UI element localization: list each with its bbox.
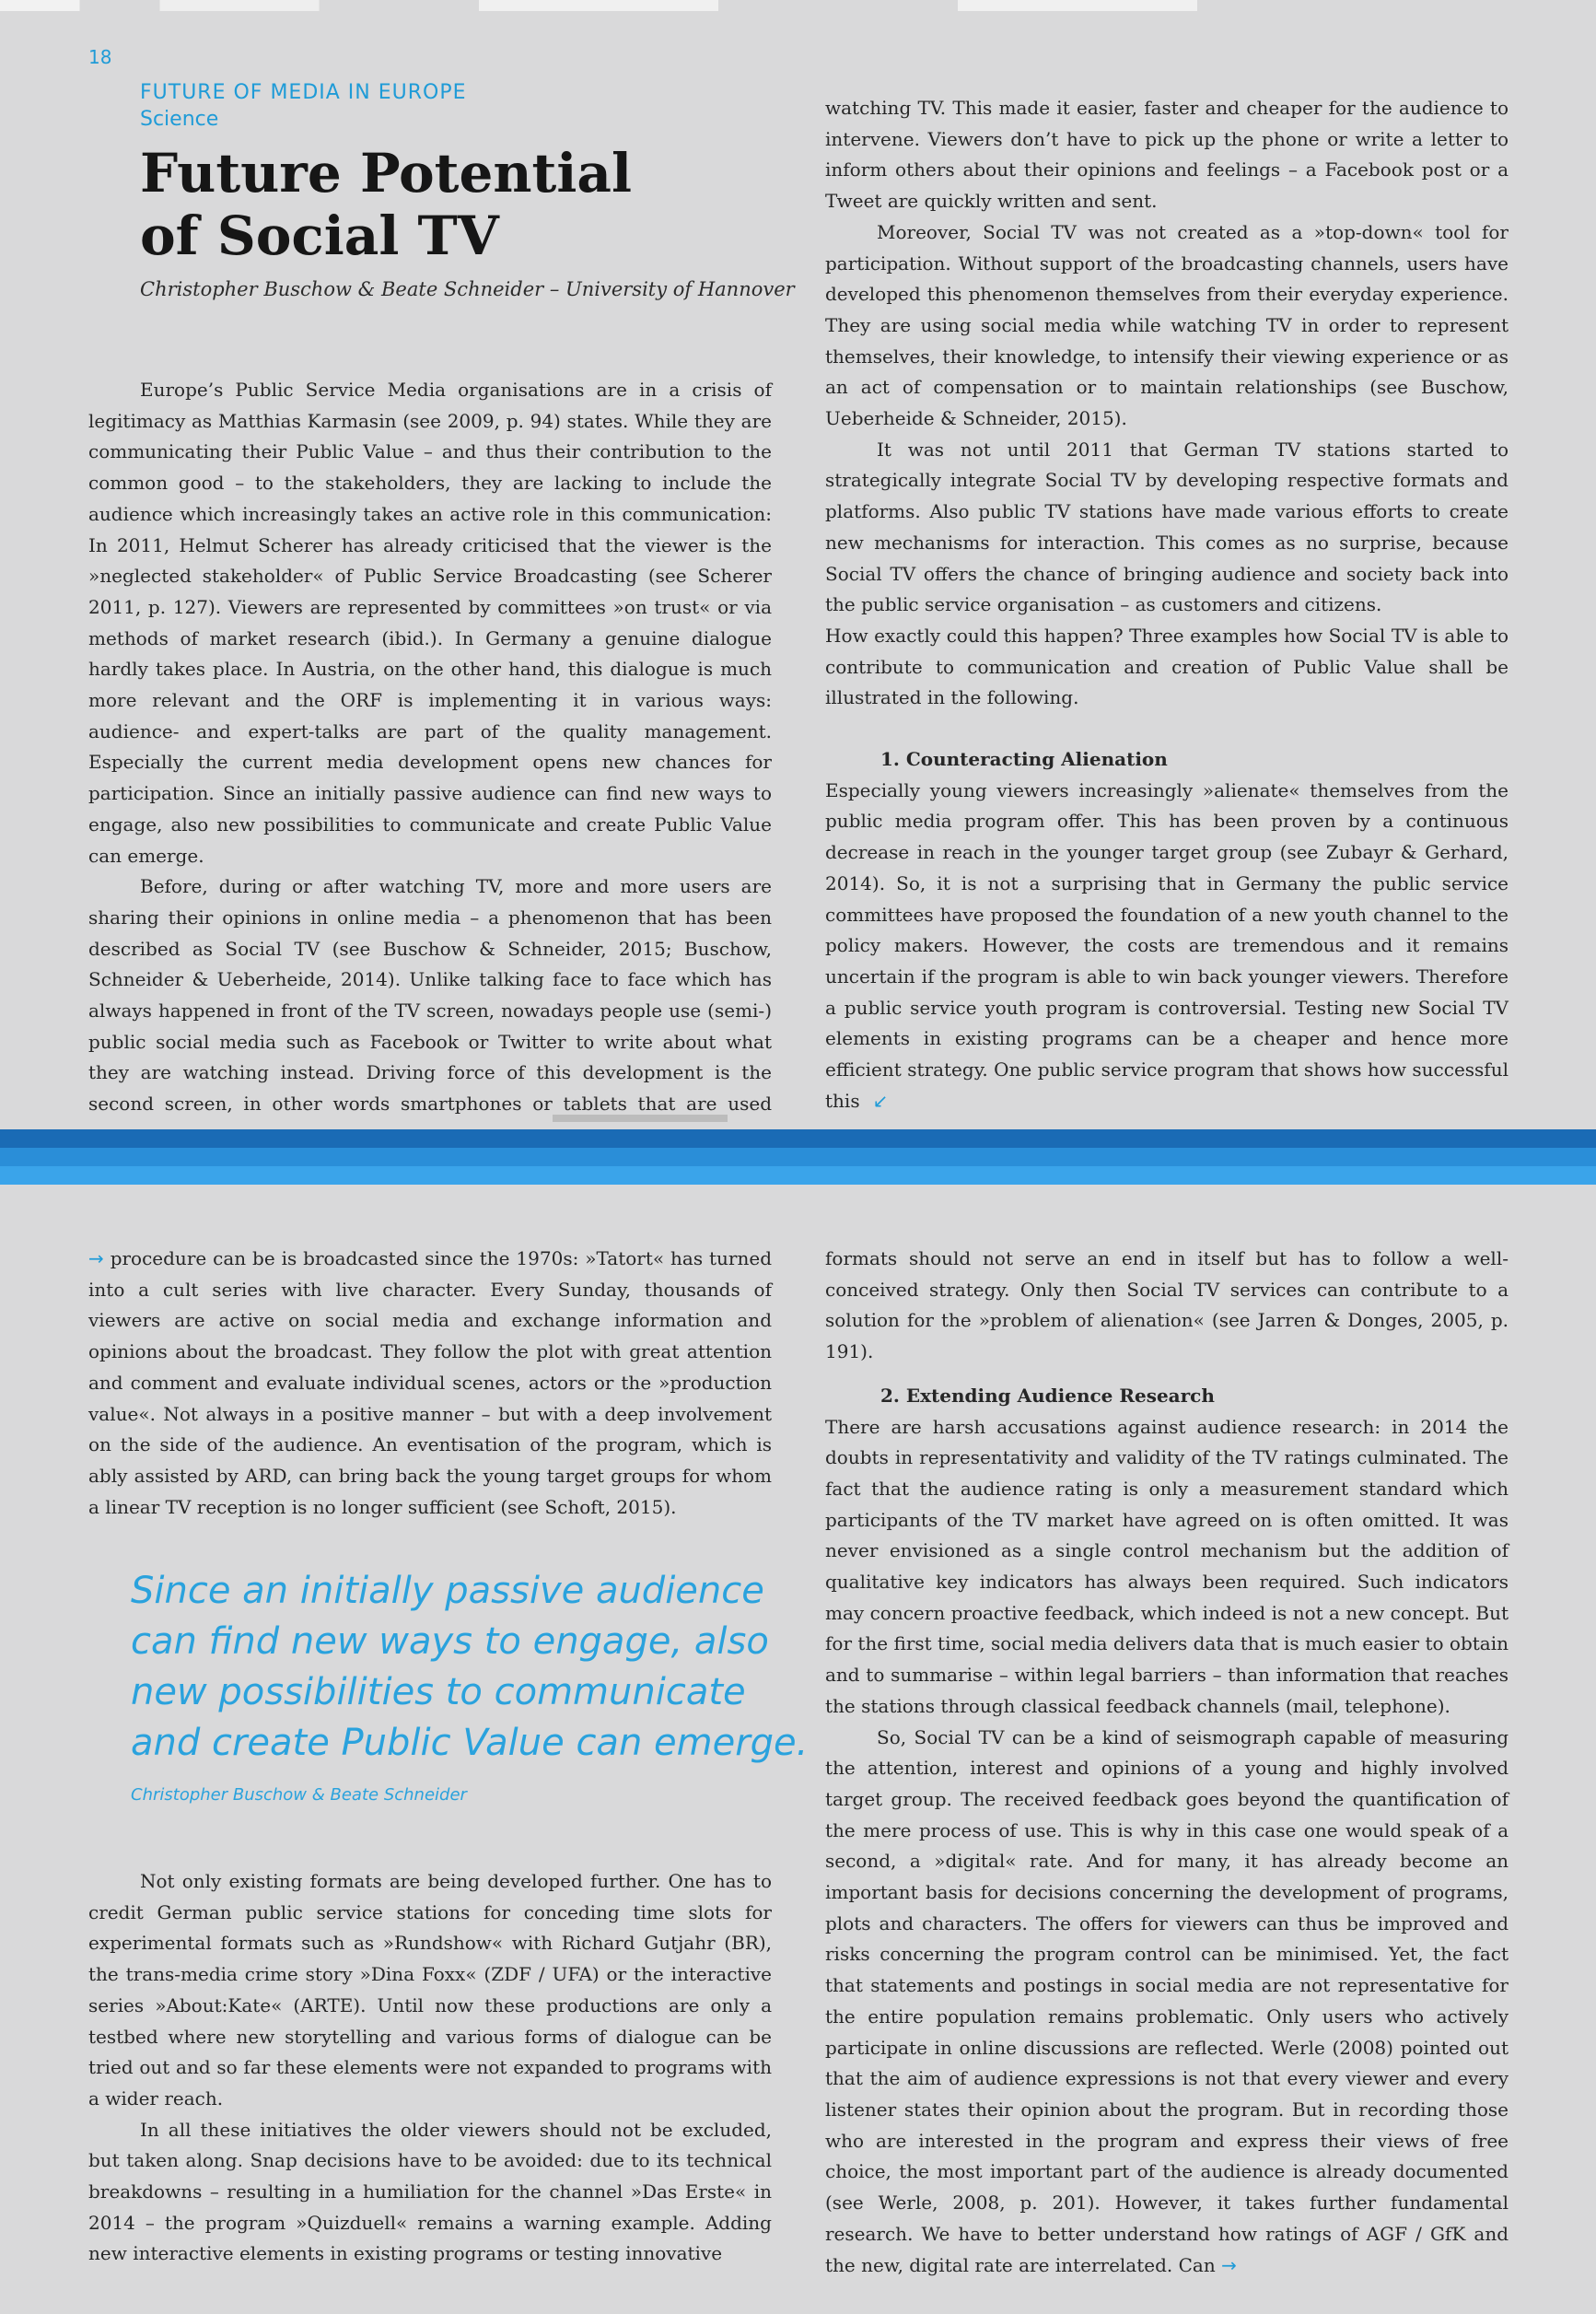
paragraph: Europe’s Public Service Media organisations are in a crisis of legitimacy as Matthias Karmasin (see 2009, p. 94) states. While they are communicating their Public Value – and thus their contribution to the common good – to the stakeholders, they are lacking to include the audience which increasingly takes an active role in this communication: In 2011, Helmut Scherer has already criticised that the viewer is the »neglected stakeholder« of Public Service Broadcasting (see Scherer 2011, p. 127). Viewers are represented by committees »on trust« or via methods of market research (ibid.). In Germany a genuine dialogue hardly takes place. In Austria, on the other hand, this dialogue is much more relevant and the ORF is implementing it in various ways: audience- and expert-talks are part of the quality management. Especially the current media development opens new chances for participation. Since an initially passive audience can find new ways to engage, also new possibilities to communicate and create Public Value can emerge. — [88, 379, 772, 867]
byline: Christopher Buschow & Beate Schneider – University of Hannover — [140, 278, 795, 300]
paragraph-text: procedure can be is broadcasted since the 1970s: »Tatort« has turned into a cult series with live character. Every Sunday, thousands of viewers are active on social media and exchange information and opinions about the broadcast. They follow the plot with great attention and comment and evaluate individual scenes, actors or the »production value«. Not always in a positive manner – but with a deep involvement on the side of the audience. An eventisation of the program, which is ably assisted by ARD, can bring back the young target groups for whom a linear TV reception is no longer sufficient (see Schoft, 2015). — [88, 1247, 772, 1518]
section-heading-counteracting-alienation: 1. Counteracting Alienation — [880, 748, 1168, 771]
paragraph: Not only existing formats are being developed further. One has to credit German public service stations for conceding time slots for experimental formats such as »Rundshow« with Richard Gutjahr (BR), the trans-media crime story »Dina Foxx« (ZDF / UFA) or the interactive series »About:Kate« (ARTE). Until now these productions are only a testbed where new storytelling and various forms of dialogue can be tried out and so far these elements were not expanded to programs with a wider reach. — [88, 1870, 772, 2109]
band-mid-stripe — [0, 1148, 1596, 1166]
paragraph — [88, 1244, 772, 1523]
article-title — [140, 142, 803, 267]
paragraph — [825, 776, 1509, 1117]
bottom-left-column — [88, 1244, 772, 1523]
paragraph-text: So, Social TV can be a kind of seismograph capable of measuring the attention, interest and opinions of a young and highly involved target group. The received feedback goes beyond the quantification of the mere process of use. This is why in this case one would speak of a second, a »digital« rate. And for many, it has already become an important basis for decisions concerning the development of programs, plots and characters. The offers for viewers can thus be improved and risks concerning the program control can be minimised. Yet, the fact that statements and postings in social media are not representative for the entire population remains problematic. Only users who actively participate in online discussions are reflected. Werle (2008) pointed out that the aim of audience expressions is not that every viewer and every listener states their opinion about the program. But in recording those who are interested in the program and express their views of free choice, the most important part of the audience is already documented (see Werle, 2008, p. 201). However, it takes further fundamental research. We have to better understand how ratings of AGF / GfK and the new, digital rate are interrelated. Can — [825, 1725, 1509, 2276]
title-line-2: of Social TV — [140, 205, 499, 267]
top-left-column — [88, 375, 772, 1151]
paragraph: Moreover, Social TV was not created as a »top-down« tool for participation. Without support of the broadcasting channels, users have developed this phenomenon themselves from their everyday experience. They are using social media while watching TV in order to represent themselves, their knowledge, to intensify their viewing experience or as an act of compensation or to maintain relationships (see Buschow, Ueberheide & Schneider, 2015). — [825, 220, 1509, 430]
paragraph — [825, 1723, 1509, 2282]
paragraph: In all these initiatives the older viewers should not be excluded, but taken along. Snap decisions have to be avoided: due to its technical breakdowns – resulting in a humiliation for the channel »Das Erste« in 2014 – the program »Quizduell« remains a warning example. Adding new interactive elements in existing programs or testing innovative — [88, 2118, 772, 2265]
top-edge-strip — [0, 0, 1596, 11]
band-light-stripe — [0, 1166, 1596, 1185]
continue-arrow-icon: ↙ — [872, 1089, 889, 1112]
pull-quote: Since an initially passive audience can find new ways to engage, also new possibilities to communicate and create Public Value can emerge. — [131, 1570, 809, 1764]
subsection-label: Science — [140, 108, 219, 131]
section-label: FUTURE OF MEDIA IN EUROPE — [140, 81, 467, 104]
section-heading-extending-audience-research: 2. Extending Audience Research — [880, 1384, 1215, 1407]
top-right-column — [825, 93, 1509, 1117]
paragraph: There are harsh accusations against audience research: in 2014 the doubts in representativity and validity of the TV ratings culminated. The fact that the audience rating is only a measurement standard which participants of the TV market have agreed on is often omitted. It was never envisioned as a single control mechanism but the addition of qualitative key indicators has always been required. Such indicators may concern proactive feedback, which indeed is not a new concept. But for the first time, social media delivers data that is much easier to obtain and to summarise – within legal barriers – than information that reaches the stations through classical feedback channels (mail, telephone). — [825, 1415, 1509, 1717]
bottom-left-column-lower — [88, 1866, 772, 2270]
bottom-right-column — [825, 1244, 1509, 2281]
paragraph: How exactly could this happen? Three examples how Social TV is able to contribute to communication and creation of Public Value shall be illustrated in the following. — [825, 624, 1509, 709]
article-header — [140, 79, 803, 300]
band-highlight — [553, 1115, 728, 1122]
title-line-1: Future Potential — [140, 142, 632, 205]
page-number: 18 — [88, 46, 112, 68]
paragraph-text: Especially young viewers increasingly »alienate« themselves from the public media program offer. This has been proven by a continuous decrease in reach in the younger target group (see Zubayr & Gerhard, 2014). So, it is not a surprising that in Germany the public service committees have proposed the foundation of a new youth channel to the policy makers. However, the costs are tremendous and it remains uncertain if the program is able to win back younger viewers. Therefore a public service youth program is controversial. Testing new Social TV elements in existing programs can be a cheaper and hence more efficient strategy. One public service program that shows how successful this — [825, 778, 1509, 1112]
paragraph: Before, during or after watching TV, more and more users are sharing their opinions in online media – a phenomenon that has been described as Social TV (see Buschow & Schneider, 2015; Buschow, Schneider & Ueberheide, 2014). Unlike talking face to face which has always happened in front of the TV screen, nowadays people use (semi-) public social media such as Facebook or Twitter to write about what they are watching instead. Driving force of this development is the second screen, in other words smartphones or tablets that are used — [88, 875, 772, 1116]
paragraph: watching TV. This made it easier, faster and cheaper for the audience to intervene. Viewers don’t have to pick up the phone or write a letter to inform others about their opinions and feelings – a Facebook post or a Tweet are quickly written and sent. — [825, 97, 1509, 213]
paragraph: It was not until 2011 that German TV stations started to strategically integrate Social TV by developing respective formats and platforms. Also public TV stations have made various efforts to create new mechanisms for interaction. This comes as no surprise, because Social TV offers the chance of bringing audience and society back into the public service organisation – as customers and citizens. — [825, 438, 1509, 616]
paragraph: formats should not serve an end in itself but has to follow a well-conceived strategy. Only then Social TV services can contribute to a solution for the »problem of alienation« (see Jarren & Donges, 2005, p. 191). — [825, 1247, 1509, 1363]
continues-arrow-icon: → — [1221, 2253, 1237, 2276]
pull-quote-attribution: Christopher Buschow & Beate Schneider — [131, 1785, 467, 1805]
continued-arrow-icon: → — [88, 1247, 104, 1269]
